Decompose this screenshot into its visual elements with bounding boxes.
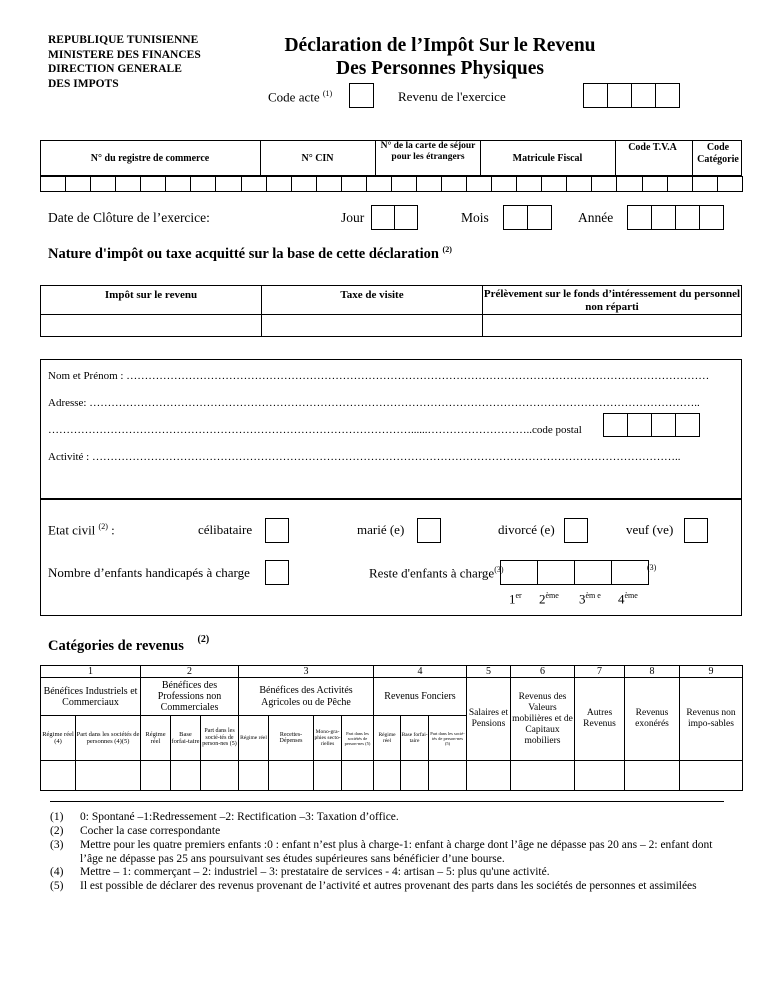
handicapes-box[interactable] xyxy=(265,560,289,585)
id-box[interactable] xyxy=(291,176,317,192)
code-tva-header: Code T.V.A xyxy=(628,142,677,153)
carte-sejour-header: N° de la carte de séjour pour les étrangers xyxy=(380,141,476,162)
cloture-label: Date de Clôture de l’exercice: xyxy=(48,210,210,225)
sub-header: Régime réel xyxy=(374,716,401,761)
sub-header: Part dans les sociétés de personnes (4)(5) xyxy=(76,716,141,761)
id-box[interactable] xyxy=(491,176,517,192)
org-line: MINISTERE DES FINANCES xyxy=(48,48,201,61)
cat-cell[interactable] xyxy=(511,761,575,791)
cat-autres-header: Autres Revenus xyxy=(575,678,625,761)
veuf-checkbox[interactable] xyxy=(684,518,708,543)
sub-header: Base forfai-taire xyxy=(171,716,201,761)
cat-cell[interactable] xyxy=(429,761,467,791)
id-box[interactable] xyxy=(616,176,642,192)
title-line-1: Déclaration de l’Impôt Sur le Revenu xyxy=(284,35,596,56)
cat-cell[interactable] xyxy=(269,761,314,791)
id-box[interactable] xyxy=(441,176,467,192)
veuf-label: veuf (ve) xyxy=(626,522,674,537)
id-box[interactable] xyxy=(391,176,417,192)
celibataire-checkbox[interactable] xyxy=(265,518,289,543)
impot-revenu-header: Impôt sur le revenu xyxy=(41,286,262,315)
rang-2: 2ème xyxy=(539,591,559,607)
issuing-authority xyxy=(48,33,201,91)
id-box[interactable] xyxy=(642,176,668,192)
nature-table xyxy=(40,285,742,337)
cat-num: 9 xyxy=(680,666,743,678)
cin-header: N° CIN xyxy=(301,153,334,164)
form-title xyxy=(240,34,640,80)
jour-boxes[interactable] xyxy=(371,205,418,230)
sub-header: Régime réel xyxy=(239,716,269,761)
cat-cell[interactable] xyxy=(575,761,625,791)
cat-exoneres-header: Revenus exonérés xyxy=(625,678,680,761)
footnote: (2) Cocher la case correspondante xyxy=(50,825,221,837)
id-box[interactable] xyxy=(516,176,542,192)
sub-header: Recettes-Dépenses xyxy=(269,716,314,761)
divorce-checkbox[interactable] xyxy=(564,518,588,543)
footnote: (5) Il est possible de déclarer des revenus provenant de l’activité et autres provenant des parts dans les sociétés de personnes et assimilées xyxy=(50,880,697,892)
id-boxes-row[interactable] xyxy=(40,176,743,192)
id-box[interactable] xyxy=(90,176,116,192)
annee-label: Année xyxy=(578,210,614,225)
code-acte-label: Code acte $^{(1)}$ xyxy=(268,89,333,105)
sub-header: Part dans les socié-tés de person-nes (5) xyxy=(429,716,467,761)
activite-line[interactable]: Activité : …………………………………………………………………………………………………………………………………………….. xyxy=(48,451,681,463)
id-box[interactable] xyxy=(541,176,567,192)
nom-line[interactable]: Nom et Prénom : …………………………………………………………………………………………………………………………………………… xyxy=(48,370,710,382)
matricule-header: Matricule Fiscal xyxy=(512,153,583,164)
id-box[interactable] xyxy=(115,176,141,192)
jour-label: Jour xyxy=(341,210,365,225)
cat-bic-header: Bénéfices Industriels et Commerciaux xyxy=(41,678,141,716)
cat-cell[interactable] xyxy=(76,761,141,791)
cat-cell[interactable] xyxy=(374,761,401,791)
categories-table xyxy=(40,665,743,791)
reste-enfants-boxes[interactable] xyxy=(500,560,649,585)
cat-cell[interactable] xyxy=(401,761,429,791)
sub-header: Mono-gra-phies secto-rielles xyxy=(314,716,342,761)
annee-boxes[interactable] xyxy=(627,205,724,230)
mois-boxes[interactable] xyxy=(503,205,552,230)
id-box[interactable] xyxy=(266,176,292,192)
marie-label: marié (e) xyxy=(357,522,405,537)
code-acte-box[interactable] xyxy=(349,83,374,108)
prelevement-cell[interactable] xyxy=(483,315,742,337)
marie-checkbox[interactable] xyxy=(417,518,441,543)
revenu-exercice-label: Revenu de l'exercice xyxy=(398,89,506,104)
cat-num: 3 xyxy=(239,666,374,678)
categories-title: Catégories de revenus $^{(2)}$ xyxy=(48,634,210,654)
taxe-visite-header: Taxe de visite xyxy=(262,286,483,315)
revenu-exercice-boxes[interactable] xyxy=(583,83,680,108)
id-box[interactable] xyxy=(366,176,392,192)
id-box[interactable] xyxy=(466,176,492,192)
cat-salaires-header: Salaires et Pensions xyxy=(467,678,511,761)
id-box[interactable] xyxy=(190,176,216,192)
footnote: (4) Mettre – 1: commerçant – 2: industriel – 3: prestataire de services - 4: artisan – 5: plus qu'une activité. xyxy=(50,866,550,878)
cat-non-imposables-header: Revenus non impo-sables xyxy=(680,678,743,761)
reste-note: (3) xyxy=(647,563,657,572)
cat-num: 8 xyxy=(625,666,680,678)
cat-num: 5 xyxy=(467,666,511,678)
rang-1: 1er xyxy=(509,591,522,607)
cat-num: 4 xyxy=(374,666,467,678)
nature-title: Nature d'impôt ou taxe acquitté sur la base de cette déclaration $^{(2)}$ xyxy=(48,245,452,262)
id-box[interactable] xyxy=(140,176,166,192)
id-box[interactable] xyxy=(341,176,367,192)
cat-num: 2 xyxy=(141,666,239,678)
cat-cell[interactable] xyxy=(171,761,201,791)
prelevement-header: Prélèvement sur le fonds d’intéressement du personnel non réparti xyxy=(483,286,742,315)
id-box[interactable] xyxy=(566,176,592,192)
cat-cell[interactable] xyxy=(141,761,171,791)
sub-header: Base forfai-taire xyxy=(401,716,429,761)
id-box[interactable] xyxy=(241,176,267,192)
cat-cell[interactable] xyxy=(342,761,374,791)
sub-header: Régime réel xyxy=(141,716,171,761)
divorce-label: divorcé (e) xyxy=(498,522,555,537)
id-box[interactable] xyxy=(165,176,191,192)
cat-foncier-header: Revenus Fonciers xyxy=(374,678,467,716)
impot-revenu-cell[interactable] xyxy=(41,315,262,337)
org-line: DES IMPOTS xyxy=(48,77,119,90)
etat-civil-label: Etat civil $^{(2)}$ : xyxy=(48,522,115,538)
celibataire-label: célibataire xyxy=(198,522,253,537)
id-box[interactable] xyxy=(316,176,342,192)
cat-cell[interactable] xyxy=(680,761,743,791)
cat-num: 7 xyxy=(575,666,625,678)
cat-num: 1 xyxy=(41,666,141,678)
mois-label: Mois xyxy=(461,210,489,225)
cat-bnc-header: Bénéfices des Professions non Commerciales xyxy=(141,678,239,716)
code-categorie-header: Code Catégorie xyxy=(697,142,739,165)
id-box[interactable] xyxy=(40,176,66,192)
cat-agricole-header: Bénéfices des Activités Agricoles ou de Pêche xyxy=(239,678,374,716)
id-box[interactable] xyxy=(692,176,718,192)
sub-header: Part dans les socié-tés de person-nes (5) xyxy=(201,716,239,761)
id-box[interactable] xyxy=(215,176,241,192)
cat-cell[interactable] xyxy=(467,761,511,791)
cat-cell[interactable] xyxy=(239,761,269,791)
cat-cell[interactable] xyxy=(625,761,680,791)
org-line: DIRECTION GENERALE xyxy=(48,63,182,75)
id-box[interactable] xyxy=(65,176,91,192)
title-line-2: Des Personnes Physiques xyxy=(335,58,545,79)
cat-cell[interactable] xyxy=(314,761,342,791)
sub-header: Régime réel (4) xyxy=(41,716,76,761)
cat-cell[interactable] xyxy=(41,761,76,791)
rang-3: $3^{èm e}$ xyxy=(579,591,601,607)
cat-valeurs-header: Revenus des Valeurs mobilières et de Capitaux mobiliers xyxy=(511,678,575,761)
reste-label: Reste d'enfants à charge$^{(3)}$ xyxy=(369,565,504,581)
footnote: (3) Mettre pour les quatre premiers enfants :0 : enfant n’est plus à charge-1: enfant à charge dont l’âge ne dépasse pas 20 ans – 2: enfant dont l’âge ne dépasse pas 25 ans poursuivant ses études supérieures sans bénéficier d’une bourse. xyxy=(50,839,713,865)
org-line: REPUBLIQUE TUNISIENNE xyxy=(48,34,199,46)
id-box[interactable] xyxy=(717,176,743,192)
adresse-line-2[interactable]: ………………………………………………………………………………………......………………………..code postal xyxy=(48,424,582,436)
handicapes-label: Nombre d’enfants handicapés à charge xyxy=(48,565,250,580)
code-postal-boxes[interactable] xyxy=(603,413,700,437)
footnote-separator xyxy=(50,801,724,802)
id-box[interactable] xyxy=(591,176,617,192)
id-box[interactable] xyxy=(416,176,442,192)
cat-cell[interactable] xyxy=(201,761,239,791)
cat-num: 6 xyxy=(511,666,575,678)
taxe-visite-cell[interactable] xyxy=(262,315,483,337)
registre-header: N° du registre de commerce xyxy=(90,153,210,164)
adresse-line[interactable]: Adresse: ………………………………………………………………………………………………………………………………………………….. xyxy=(48,397,700,409)
footnote: (1) 0: Spontané –1:Redressement –2: Rectification –3: Taxation d’office. xyxy=(50,811,399,823)
id-box[interactable] xyxy=(667,176,693,192)
sub-header: Part dans les sociétés de person-nes (5) xyxy=(342,716,374,761)
rang-4: 4ème xyxy=(618,591,638,607)
